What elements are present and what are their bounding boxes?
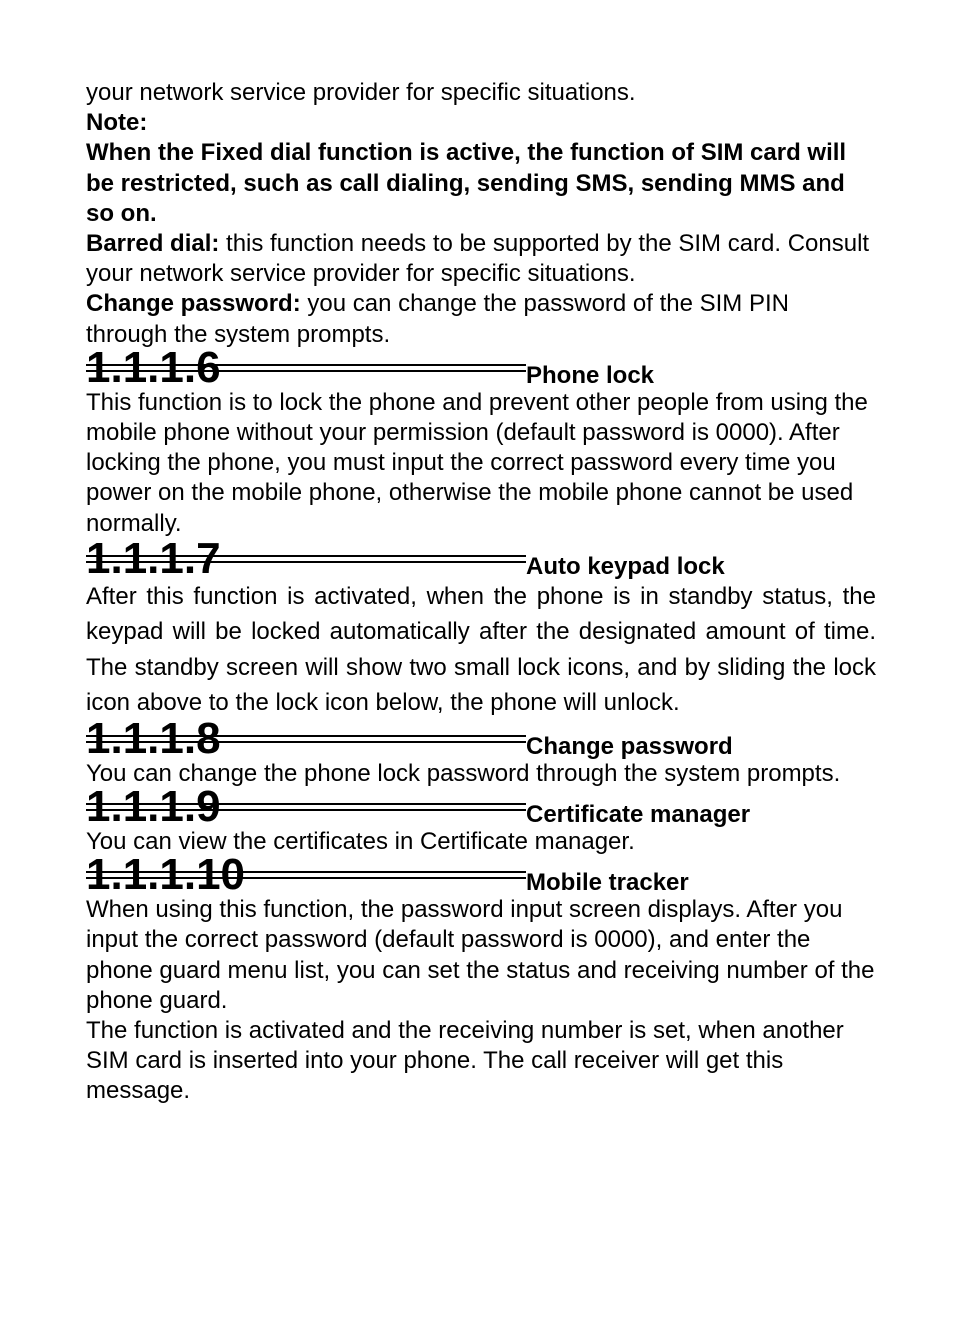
- heading-strike: [86, 877, 245, 879]
- section-body-continued: The function is activated and the receiving number is set, when another SIM card is inserted into your phone. The call receiver will get this message.: [86, 1017, 844, 1105]
- section-title: Mobile tracker: [526, 869, 689, 897]
- section-title: Auto keypad lock: [526, 552, 725, 580]
- heading-rule: [86, 364, 526, 366]
- intro-line: your network service provider for specific situations.: [86, 79, 636, 106]
- section-body: You can change the phone lock password through the system prompts.: [86, 759, 841, 787]
- change-password-label: Change password:: [86, 290, 301, 318]
- heading-rule: [86, 735, 526, 737]
- barred-dial-text: this function needs to be supported by the SIM card. Consult your network service provider for specific situations.: [86, 230, 870, 288]
- section-body: When using this function, the password input screen displays. After you input the correct password (default password is 0000), and enter the phone guard menu list, you can set the status and receiving number of the phone guard.: [86, 896, 875, 1014]
- change-password-text: you can change the password of the SIM PIN through the system prompts.: [86, 290, 789, 348]
- heading-rule: [86, 555, 526, 557]
- heading-strike: [86, 370, 221, 372]
- section-number: 1.1.1.7: [86, 533, 221, 583]
- heading-strike: [86, 741, 221, 743]
- note-text: When the Fixed dial function is active, the function of SIM card will be restricted, such as call dialing, sending SMS, sending MMS and so on.: [86, 139, 847, 227]
- section-heading-1-1-1-9: [86, 782, 876, 832]
- heading-strike: [86, 809, 221, 811]
- note-label: Note:: [86, 109, 148, 137]
- change-password-paragraph: [86, 289, 876, 349]
- heading-rule: [86, 803, 526, 805]
- document-page: [86, 78, 876, 1107]
- section-body: After this function is activated, when the phone is in standby status, the keypad will be locked automatically after the designated amount of time. The standby screen will show two small lock icons, and by sliding the lock icon above to the lock icon below, the phone will unlock.: [86, 582, 876, 717]
- section-title: Phone lock: [526, 361, 655, 389]
- heading-rule: [86, 871, 526, 873]
- barred-dial-paragraph: [86, 229, 876, 289]
- section-title: Change password: [526, 732, 733, 760]
- section-number: 1.1.1.8: [86, 713, 221, 763]
- section-heading-1-1-1-8: [86, 713, 876, 763]
- section-number: 1.1.1.9: [86, 782, 221, 832]
- section-title: Certificate manager: [526, 801, 751, 829]
- section-number: 1.1.1.6: [86, 342, 221, 392]
- section-body: This function is to lock the phone and prevent other people from using the mobile phone without your permission (default password is 0000). After locking the phone, you must input the correct password every time you power on the mobile phone, otherwise the mobile phone cannot be used normally.: [86, 388, 868, 537]
- section-heading-1-1-1-7: [86, 533, 876, 583]
- section-heading-1-1-1-6: [86, 342, 876, 392]
- heading-strike: [86, 561, 221, 563]
- barred-dial-label: Barred dial:: [86, 230, 220, 258]
- section-heading-1-1-1-10: [86, 850, 876, 900]
- section-number: 1.1.1.10: [86, 850, 246, 900]
- section-body: You can view the certificates in Certificate manager.: [86, 828, 635, 856]
